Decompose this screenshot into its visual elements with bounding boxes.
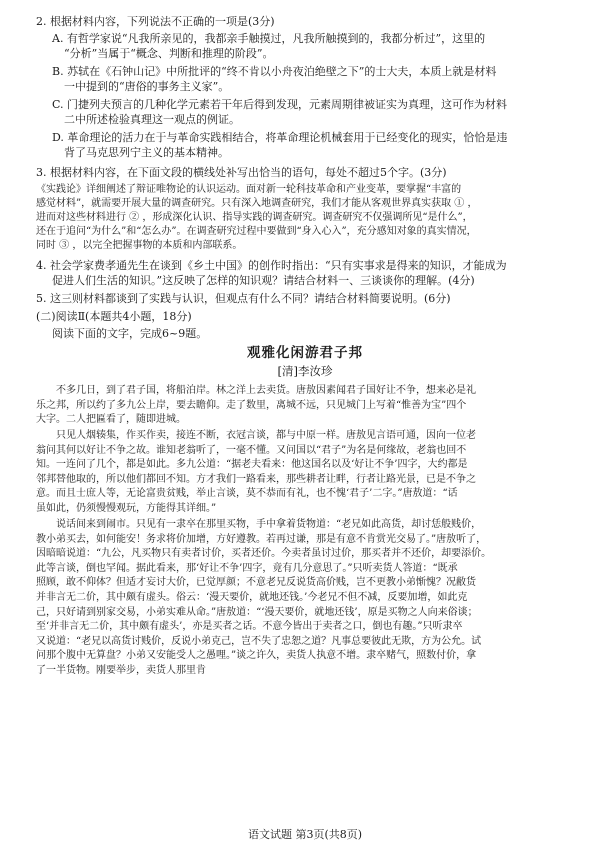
question-3-passage: 《实践论》详细阐述了辩证唯物论的认识运动。面对新一轮科技革命和产业变革，要掌握“丰富的 感觉材料”，就需要开展大量的调查研究。只有深入地调查研究，我们才能从客观世界真实获取 ① ， 进而对这些材料进行 ② ，形成深化认识、指导实践的调查研究。调查研究不仅强调所见“是什么”， 还在于追问“为什么”和“怎么办”。在调查研究过程中要做到“身入心入”，充分感知对象的真实情况， 同时 ③ ，以完全把握事物的本质和内部联系。: [36, 184, 478, 251]
question-2-stem: 2. 根据材料内容，下列说法不正确的一项是(3分): [36, 15, 275, 28]
question-3-stem: 3. 根据材料内容，在下面文段的横线处补写出恰当的语句，每处不超过5个字。(3分): [36, 166, 447, 179]
article-paragraph-1: 不多几日，到了君子国，将船泊岸。林之洋上去卖货。唐敖因素闻君子国好让不争，想来必是礼 乐之邦，所以约了多九公上岸，要去瞻仰。走了数里，离城不远，只见城门上写着“惟善为宝”四个 大字。二人把匾看了，随即进城。: [36, 385, 476, 426]
article-title: 观雅化闲游君子邦: [247, 345, 363, 361]
question-2-option-c: C. 门捷列夫预言的几种化学元素若干年后得到发现，元素周期律被证实为真理，这可作为材料 二中所述检验真理这一观点的例证。: [52, 98, 508, 126]
question-2-option-a: A. 有哲学家说“凡我所亲见的，我都亲手触摸过，凡我所触摸到的，我都分析过”，这里的 “分析”当属于“概念、判断和推理的阶段”。: [52, 32, 486, 60]
question-4: 4. 社会学家费孝通先生在谈到《乡土中国》的创作时指出：“只有实事求是得来的知识，才能成为 促进人们生活的知识。”这反映了怎样的知识观？请结合材料一、三谈谈你的理解。(4分): [36, 259, 507, 287]
question-5: 5. 这三则材料都谈到了实践与认识，但观点有什么不同？请结合材料简要说明。(6分): [36, 292, 451, 305]
question-2-option-d: D. 革命理论的活力在于与革命实践相结合，将革命理论机械套用于已经变化的现实，恰恰是违 背了马克思列宁主义的基本精神。: [52, 131, 508, 159]
page-footer: 语文试题 第3页(共8页): [247, 828, 363, 841]
section-instruction: 阅读下面的文字，完成6~9题。: [52, 327, 208, 340]
question-2-option-b: B. 苏轼在《石钟山记》中所批评的“终不肯以小舟夜泊绝壁之下”的士大夫，本质上就是材料 一中提到的“唐俗的事务主义家”。: [52, 65, 497, 93]
section-heading: (二)阅读Ⅱ(本题共4小题，18分): [36, 310, 192, 323]
article-paragraph-2: 只见人烟辏集，作买作卖，接连不断，衣冠言谈，都与中原一样。唐敖见言语可通，因向一位老 翁问其何以好让不争之故。谁知老翁听了，一毫不懂。又问国以“君子”为名是何缘故，老翁也回不 知。一连问了几个，都是如此。多九公道：“据老夫看来：他这国名以及‘好让不争’四字，大约都是 邻邦替他取的，所以他们都回不知。方才我们一路看来，那些耕者让畔，行者让路光景，已是不争之 意。而且士庶人等，无论富贵贫贱，举止言谈，莫不恭而有礼，也不愧‘君子’二字。”唐敖道：“话 虽如此，仍须慢慢观玩，方能得其详细。”: [36, 430, 476, 514]
article-paragraph-3: 说话间来到闹市。只见有一隶卒在那里买物，手中拿着货物道：“老兄如此高货，却讨恁般贱价， 教小弟买去，如何能安！务求将价加增，方好遵教。若再过谦，那是有意不肯赏光交易了。”唐敖听了， 因暗暗说道：“九公，凡买物只有卖者讨价，买者还价。今卖者虽讨过价，那买者并不还价，却要添价。 此等言谈，倒也罕闻。据此看来，那‘好让不争’四字，竟有几分意思了。”只听卖货人答道：“既承 照顾，敢不仰体？但适才妄讨大价，已觉厚颜；不意老兄反说货高价贱，岂不更教小弟惭愧？况敝货 并非言无二价，其中颇有虚头。俗云：‘漫天要价，就地还钱。’今老兄不但不减，反要加增，如此克 己，只好请到别家交易，小弟实难从命。”唐敖道：“‘漫天要价，就地还钱’，原是买物之人向来俗谈； 至‘并非言无二价，其中颇有虚头’，亦是买者之话。不意今皆出于卖者之口，倒也有趣。”只听隶卒 又说道：“老兄以高货讨贱价，反说小弟克己，岂不失了忠恕之道？凡事总要彼此无欺，方为公允。试 问那个腹中无算盘？小弟又安能受人之愚哩。”谈之许久，卖货人执意不增。隶卒赌气，照数付价，拿 了一半货物。刚要举步，卖货人那里肯: [36, 519, 492, 676]
article-author: [清]李汝珍: [277, 364, 333, 378]
